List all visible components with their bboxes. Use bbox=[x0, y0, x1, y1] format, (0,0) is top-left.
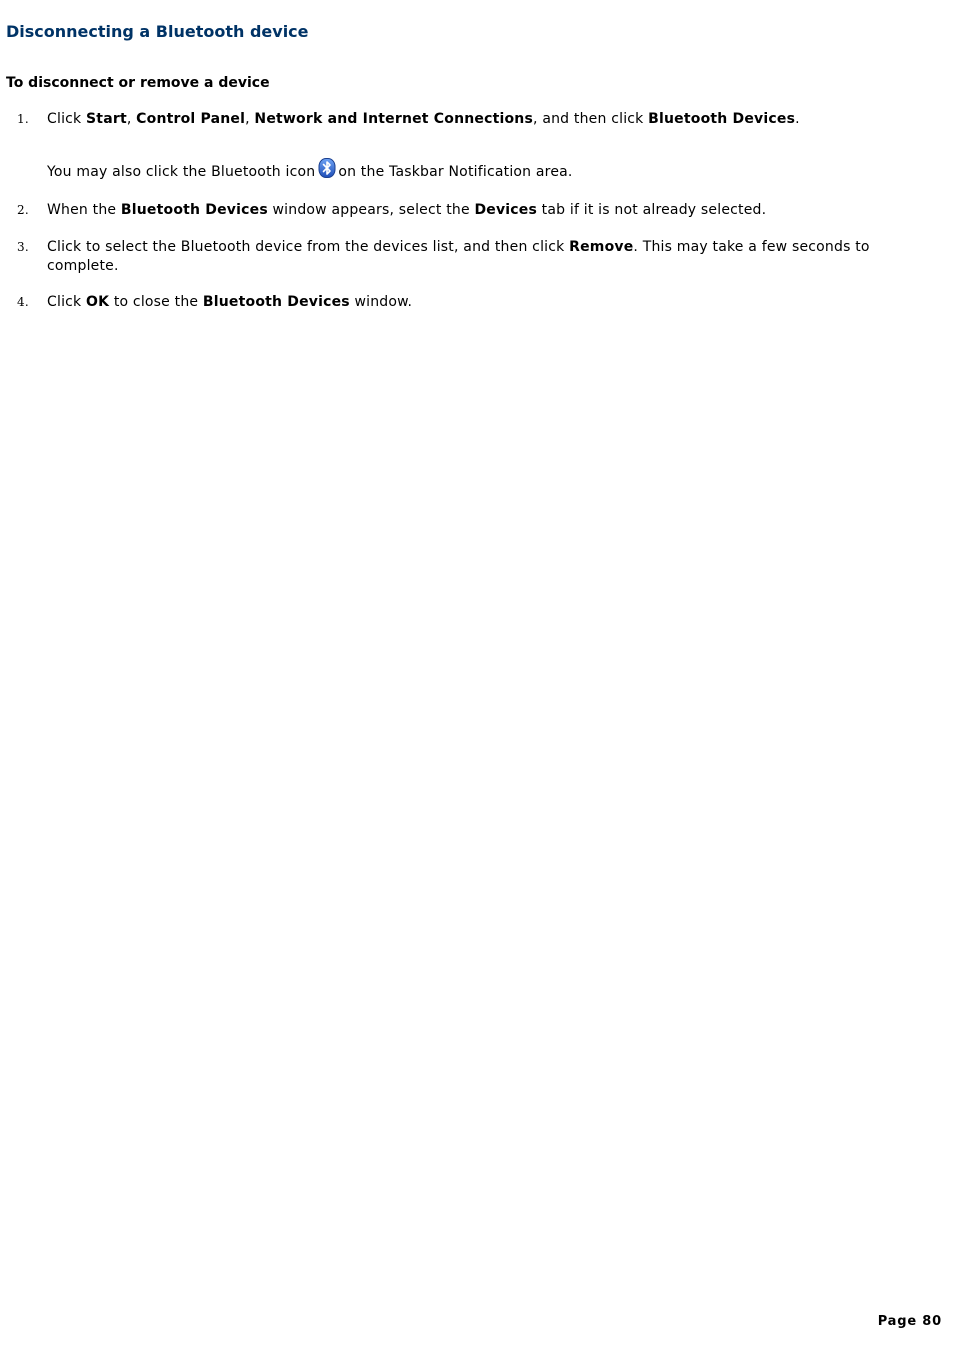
step-text: Click Start, Control Panel, Network and Internet Connections, and then click Bluetooth Devices. bbox=[47, 111, 800, 127]
steps-list bbox=[0, 110, 954, 312]
page-number: Page 80 bbox=[877, 1314, 942, 1329]
step-number: 2. bbox=[17, 203, 29, 217]
step-number: 3. bbox=[17, 240, 29, 254]
step-number: 1. bbox=[17, 112, 29, 126]
step-text: Click OK to close the Bluetooth Devices window. bbox=[47, 294, 413, 310]
step-text: When the Bluetooth Devices window appears, select the Devices tab if it is not already selected. bbox=[47, 202, 767, 218]
step-number: 4. bbox=[17, 295, 29, 309]
step-item bbox=[0, 238, 954, 276]
page-title: Disconnecting a Bluetooth device bbox=[6, 22, 309, 41]
step-item bbox=[0, 110, 954, 182]
step-item bbox=[0, 293, 954, 312]
step-text: Click to select the Bluetooth device from the devices list, and then click Remove. This may take a few seconds to complete. bbox=[47, 239, 870, 274]
step-item bbox=[0, 201, 954, 220]
bluetooth-icon bbox=[318, 158, 336, 178]
section-subheading: To disconnect or remove a device bbox=[6, 75, 270, 91]
step-note: You may also click the Bluetooth icon on the Taskbar Notification area. bbox=[47, 158, 914, 182]
